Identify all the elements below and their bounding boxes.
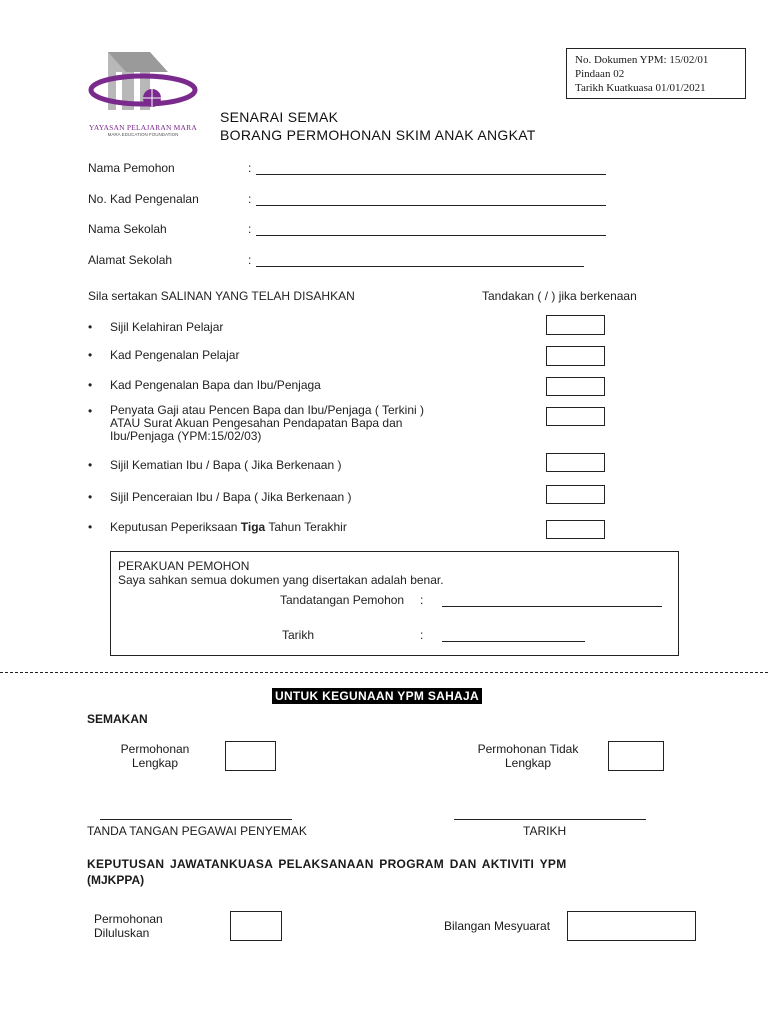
field-colon: : (248, 192, 252, 206)
form-title-line2: BORANG PERMOHONAN SKIM ANAK ANGKAT (220, 127, 536, 143)
permohonan-diluluskan-label (94, 912, 163, 940)
checkbox-kp-pelajar[interactable] (546, 346, 605, 366)
office-use-badge-text: UNTUK KEGUNAAN YPM SAHAJA (272, 688, 482, 704)
checkbox-keputusan-peperiksaan[interactable] (546, 520, 605, 539)
tandatangan-pemohon-line[interactable] (442, 606, 662, 607)
permohonan-tidak-lengkap-line1: Permohonan Tidak (477, 742, 579, 756)
keputusan-text-pre: Keputusan Peperiksaan (110, 520, 241, 534)
permohonan-diluluskan-line2: Diluluskan (94, 926, 150, 940)
permohonan-tidak-lengkap-label (464, 742, 592, 770)
bilangan-mesyuarat-label: Bilangan Mesyuarat (444, 919, 551, 933)
office-use-badge (272, 687, 482, 705)
document-info-box (566, 48, 746, 99)
permohonan-lengkap-line2: Lengkap (131, 756, 179, 770)
field-label-kad-pengenalan: No. Kad Pengenalan (88, 192, 199, 206)
tarikh-pegawai-label: TARIKH (523, 824, 567, 838)
bullet: • (88, 490, 93, 504)
tarikh-pegawai-line[interactable] (454, 819, 646, 820)
permohonan-tidak-lengkap-line2: Lengkap (504, 756, 552, 770)
checkbox-sijil-penceraian[interactable] (546, 485, 605, 504)
permohonan-diluluskan-line1: Permohonan (94, 912, 163, 926)
field-colon: : (420, 593, 424, 607)
doc-effective-date: Tarikh Kuatkuasa 01/01/2021 (575, 82, 706, 94)
field-colon: : (248, 222, 252, 236)
checklist-item-sijil-kematian: Sijil Kematian Ibu / Bapa ( Jika Berkenaan ) (110, 458, 342, 472)
bullet: • (88, 404, 93, 418)
ypm-logo-mark (88, 48, 198, 118)
bilangan-mesyuarat-input[interactable] (567, 911, 696, 941)
logo-text-sub: MARA EDUCATION FOUNDATION (107, 132, 179, 137)
tarikh-pemohon-label: Tarikh (282, 628, 315, 642)
field-colon: : (248, 161, 252, 175)
checklist-item-kp-bapa-ibu: Kad Pengenalan Bapa dan Ibu/Penjaga (110, 378, 321, 392)
bullet: • (88, 378, 93, 392)
tanda-tangan-pegawai-line[interactable] (100, 819, 292, 820)
checkbox-sijil-kematian[interactable] (546, 453, 605, 472)
tanda-tangan-pegawai-label: TANDA TANGAN PEGAWAI PENYEMAK (87, 824, 307, 838)
form-title-line1: SENARAI SEMAK (220, 109, 339, 125)
permohonan-lengkap-label (100, 742, 210, 770)
checkbox-permohonan-lengkap[interactable] (225, 741, 276, 771)
kad-pengenalan-input-line[interactable] (256, 205, 606, 206)
doc-number: No. Dokumen YPM: 15/02/01 (575, 54, 709, 66)
checkbox-kp-bapa-ibu[interactable] (546, 377, 605, 396)
nama-sekolah-input-line[interactable] (256, 235, 606, 236)
field-colon: : (420, 628, 424, 642)
perakuan-statement: Saya sahkan semua dokumen yang disertakan adalah benar. (118, 573, 444, 587)
semakan-heading: SEMAKAN (87, 712, 148, 726)
checklist-item-kp-pelajar: Kad Pengenalan Pelajar (110, 348, 240, 362)
tandatangan-pemohon-label: Tandatangan Pemohon (280, 593, 405, 607)
alamat-sekolah-input-line[interactable] (256, 266, 584, 267)
checklist-item-sijil-penceraian: Sijil Penceraian Ibu / Bapa ( Jika Berkenaan ) (110, 490, 352, 504)
tarikh-pemohon-line[interactable] (442, 641, 585, 642)
penyata-gaji-line1: Penyata Gaji atau Pencen Bapa dan Ibu/Penjaga ( Terkini ) (110, 403, 424, 417)
checkbox-permohonan-tidak-lengkap[interactable] (608, 741, 664, 771)
keputusan-jawatankuasa-heading: KEPUTUSAN JAWATANKUASA PELAKSANAAN PROGRAM DAN AKTIVITI YPM (87, 857, 567, 871)
nama-pemohon-input-line[interactable] (256, 174, 606, 175)
bullet: • (88, 348, 93, 362)
logo-text-main: YAYASAN PELAJARAN MARA (89, 123, 197, 132)
checkbox-penyata-gaji[interactable] (546, 407, 605, 426)
field-colon: : (248, 253, 252, 267)
field-label-nama-sekolah: Nama Sekolah (88, 222, 167, 236)
keputusan-text-bold: Tiga (240, 520, 266, 534)
field-label-nama-pemohon: Nama Pemohon (88, 161, 175, 175)
permohonan-lengkap-line1: Permohonan (120, 742, 190, 756)
checklist-item-penyata-gaji (110, 404, 424, 443)
cut-line-separator (0, 672, 768, 673)
keputusan-text-post: Tahun Terakhir (265, 520, 347, 534)
penyata-gaji-line3: Ibu/Penjaga (YPM:15/02/03) (110, 429, 262, 443)
perakuan-heading: PERAKUAN PEMOHON (118, 559, 250, 573)
checkbox-permohonan-diluluskan[interactable] (230, 911, 282, 941)
keputusan-jawatankuasa-heading-2: (MJKPPA) (87, 873, 145, 887)
bullet: • (88, 320, 93, 334)
attachment-instruction: Sila sertakan SALINAN YANG TELAH DISAHKAN (88, 289, 355, 303)
checkbox-sijil-kelahiran[interactable] (546, 315, 605, 335)
checklist-item-sijil-kelahiran: Sijil Kelahiran Pelajar (110, 320, 224, 334)
bullet: • (88, 520, 93, 534)
ypm-logo (88, 48, 198, 143)
perakuan-pemohon-box (110, 551, 679, 656)
penyata-gaji-line2: ATAU Surat Akuan Pengesahan Pendapatan Bapa dan (110, 416, 403, 430)
checklist-item-keputusan-peperiksaan (110, 520, 347, 534)
doc-revision: Pindaan 02 (575, 68, 625, 80)
bullet: • (88, 458, 93, 472)
tick-instruction: Tandakan ( / ) jika berkenaan (482, 289, 637, 303)
field-label-alamat-sekolah: Alamat Sekolah (88, 253, 173, 267)
